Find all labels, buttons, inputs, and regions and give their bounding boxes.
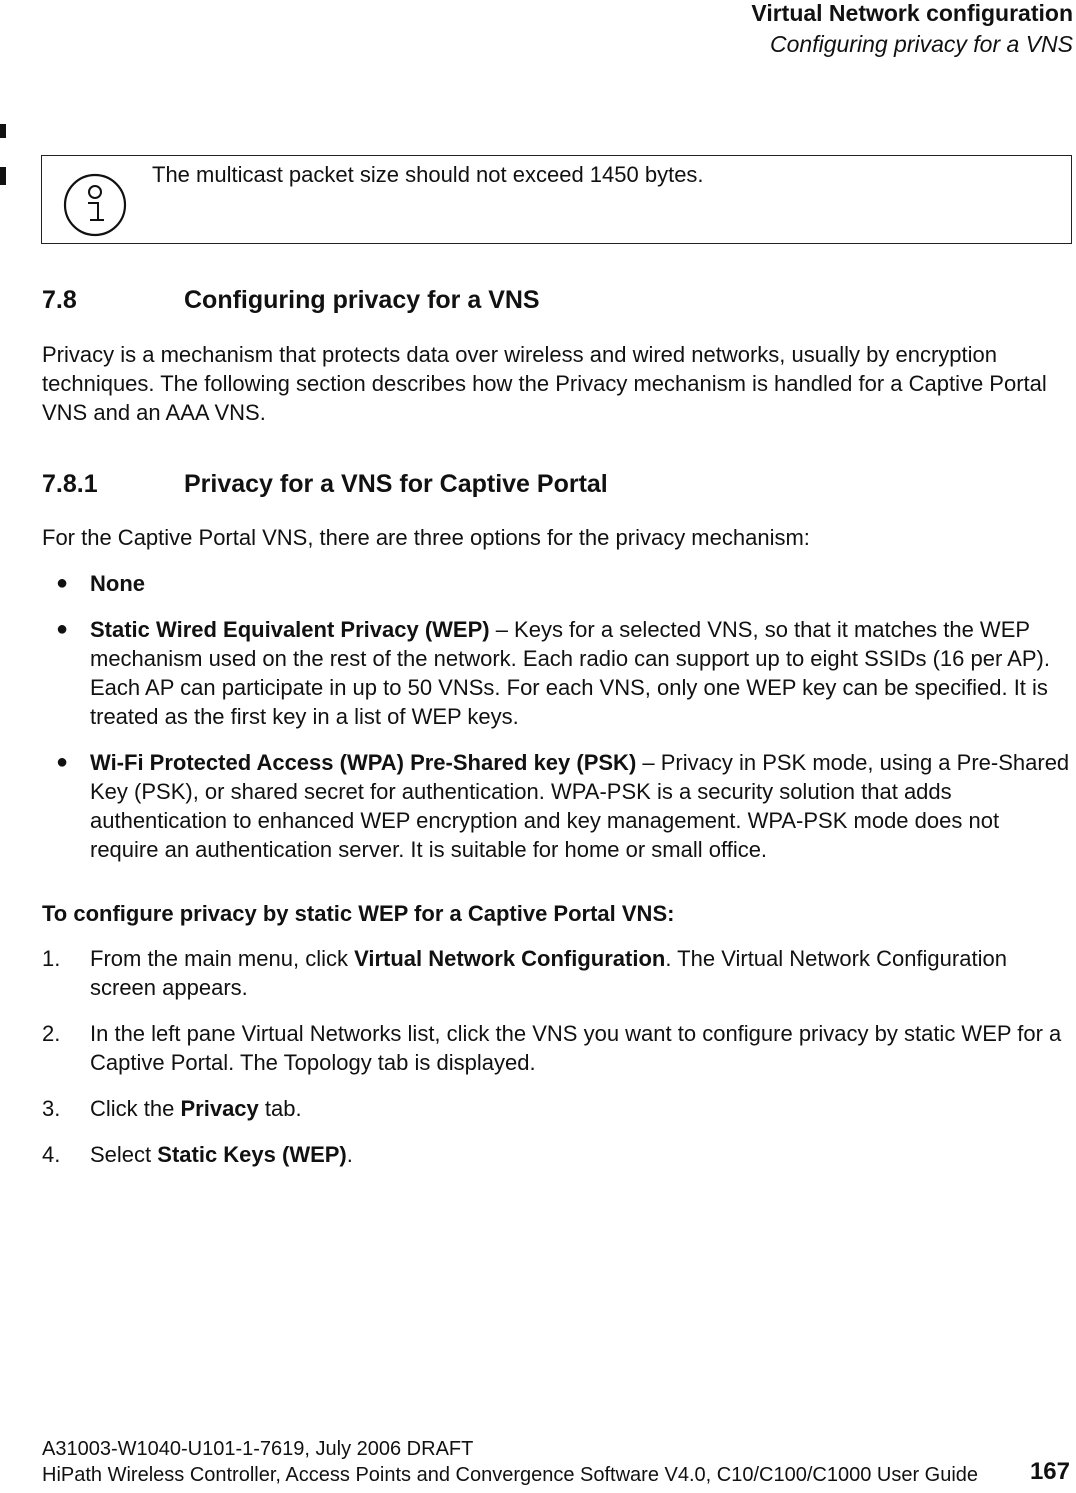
step-number: 2.: [42, 1021, 61, 1046]
list-item-static-wep: [42, 615, 1072, 731]
running-header-subtitle: Configuring privacy for a VNS: [770, 31, 1073, 57]
step-number: 3.: [42, 1096, 61, 1121]
step-text: .: [346, 1142, 353, 1167]
step-text: From the main menu, click: [90, 946, 355, 971]
captive-portal-intro: For the Captive Portal VNS, there are three options for the privacy mechanism:: [42, 525, 810, 550]
step-text: tab.: [258, 1096, 302, 1121]
page-number: 167: [1029, 1458, 1070, 1485]
procedure-step: [42, 1094, 1072, 1123]
step-text: Click the: [90, 1096, 181, 1121]
section-title: Privacy for a VNS for Captive Portal: [184, 470, 608, 498]
procedure-step: [42, 944, 1072, 1002]
note-box: [41, 155, 1072, 244]
section-heading-7-8: [42, 285, 540, 315]
procedure-heading: To configure privacy by static WEP for a Captive Portal VNS:: [42, 901, 675, 926]
bullet-icon: ●: [56, 572, 69, 594]
note-text: The multicast packet size should not exceed 1450 bytes.: [152, 162, 704, 187]
option-text: – Privacy in PSK mode, using a Pre-Shared Key (PSK), or shared secret for authentication. WPA-PSK is a security solution that adds authentication to enhanced WEP encryption and key management. WPA-PSK mode does not require an authentication server. It is suitable for home or small office.: [90, 750, 1070, 862]
step-ui-reference: Privacy: [180, 1096, 259, 1121]
option-label: Wi-Fi Protected Access (WPA) Pre-Shared key (PSK): [90, 750, 637, 775]
procedure-step: [42, 1019, 1072, 1077]
section-heading-7-8-1: [42, 469, 608, 499]
step-text: Select: [90, 1142, 158, 1167]
step-text: . The Virtual Network Configuration screen appears.: [90, 946, 1007, 1000]
step-number: 1.: [42, 946, 61, 971]
running-header-title: Virtual Network configuration: [751, 0, 1073, 26]
section-intro-paragraph: Privacy is a mechanism that protects data over wireless and wired networks, usually by encryption techniques. The following section describes how the Privacy mechanism is handled for a Captive Portal VNS and an AAA VNS.: [42, 342, 1047, 425]
procedure-step: [42, 1140, 1072, 1169]
footer-doc-id: A31003-W1040-U101-1-7619, July 2006 DRAFT: [42, 1438, 474, 1460]
bullet-icon: ●: [56, 618, 69, 640]
change-bar: [0, 167, 6, 185]
change-bar: [0, 124, 6, 138]
step-ui-reference: Static Keys (WEP): [157, 1142, 347, 1167]
step-text: In the left pane Virtual Networks list, click the VNS you want to configure privacy by static WEP for a Captive Portal. The Topology tab is displayed.: [90, 1021, 1062, 1075]
list-item-none: [42, 569, 1072, 598]
list-item-wpa-psk: [42, 748, 1072, 864]
option-text: – Keys for a selected VNS, so that it matches the WEP mechanism used on the rest of the network. Each radio can support up to eight SSIDs (16 per AP). Each AP can participate in up to 50 VNSs. For each VNS, only one WEP key can be specified. It is treated as the first key in a list of WEP keys.: [90, 617, 1050, 729]
bullet-icon: ●: [56, 751, 69, 773]
section-number: 7.8.1: [42, 470, 98, 498]
info-icon: [62, 172, 128, 238]
step-ui-reference: Virtual Network Configuration: [354, 946, 666, 971]
section-title: Configuring privacy for a VNS: [184, 286, 540, 314]
option-label: Static Wired Equivalent Privacy (WEP): [90, 617, 490, 642]
footer-product: HiPath Wireless Controller, Access Points and Convergence Software V4.0, C10/C100/C1000 User Guide: [42, 1464, 979, 1486]
section-number: 7.8: [42, 286, 77, 314]
option-label: None: [90, 571, 145, 596]
step-number: 4.: [42, 1142, 61, 1167]
